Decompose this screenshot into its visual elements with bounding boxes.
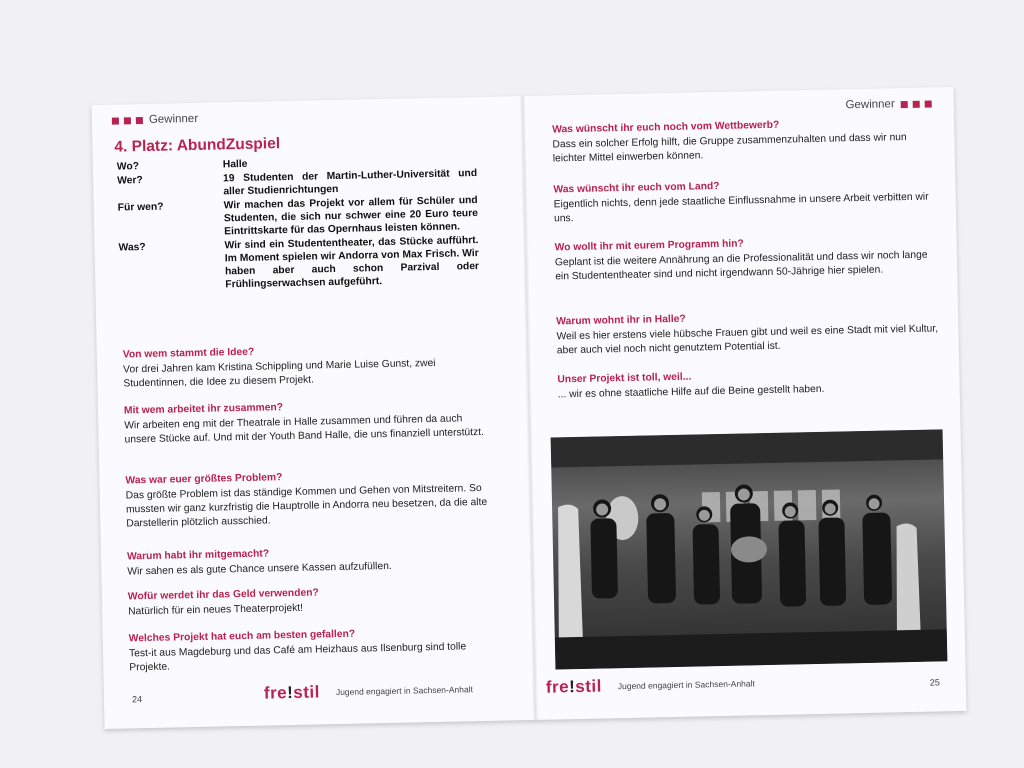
answer: Geplant ist die weitere Annährung an die Professionalität und dass wir noch lange ein Studententheater sind und nicht irgendwann 50-Jährige hier spielen. [554, 249, 928, 283]
question: Mit wem arbeitet ihr zusammen? [123, 402, 284, 417]
page-footer [264, 679, 473, 703]
qa-block [124, 397, 495, 448]
question: Unser Projekt ist toll, weil... [557, 371, 692, 386]
freistil-logo: fre!stil [545, 676, 603, 697]
fact-row [118, 234, 479, 294]
answer: Wir sahen es als gute Chance unsere Kassen aufzufüllen. [127, 560, 392, 578]
qa-block [129, 625, 500, 676]
group-photo [551, 429, 948, 669]
question: Warum wohnt ihr in Halle? [556, 313, 686, 328]
running-head-left [112, 113, 198, 127]
running-head-right [845, 98, 931, 112]
answer: Dass ein solcher Erfolg hilft, die Gruppe zusammenzuhalten und dass wir nun leichter Mittel einwerben können. [552, 132, 907, 165]
question: Was war euer größtes Problem? [125, 472, 283, 487]
qa-block [552, 115, 939, 166]
fact-value: Halle [222, 158, 248, 171]
page-title: 4. Platz: AbundZuspiel [114, 135, 281, 156]
fact-label: Für wen? [117, 201, 164, 214]
left-page [92, 96, 535, 729]
answer: Das größte Problem ist das ständige Kommen und Gehen von Mitstreitern. So mussten wir ganz kurzfristig die Hauptrolle in Andorra neu besetzen, da die alte Darstellerin plötzlich ausschied. [125, 483, 488, 530]
running-head-text: Gewinner [845, 98, 895, 112]
answer: Natürlich für ein neues Theaterprojekt! [128, 602, 304, 618]
fact-label: Wer? [117, 175, 143, 187]
booklet-spread [92, 87, 967, 729]
qa-block [556, 307, 943, 358]
footer-tagline: Jugend engagiert in Sachsen-Anhalt [335, 684, 473, 698]
answer: Weil es hier erstens viele hübsche Frauen gibt und weil es eine Stadt mit viel Kultur, aber auch viel noch nicht genutztem Potential ist. [556, 323, 939, 357]
fact-value: Wir machen das Projekt vor allem für Schüler und Studenten, die sich nur schwer eine 20 Euro teure Eintrittskarte für das Opernhaus leisten können. [223, 195, 479, 238]
fact-label: Wo? [116, 161, 140, 173]
qa-block [555, 233, 942, 284]
question: Was wünscht ihr euch noch vom Wettbewerb? [552, 119, 780, 136]
question: Welches Projekt hat euch am besten gefallen? [128, 628, 356, 645]
question: Warum habt ihr mitgemacht? [126, 548, 270, 563]
group-photo-illustration [551, 429, 948, 669]
question: Wofür werdet ihr das Geld verwenden? [127, 587, 319, 603]
section-marker-squares [112, 117, 143, 125]
answer: Eigentlich nichts, denn jede staatliche Einflussnahme in unsere Arbeit verbitten wir uns. [553, 191, 929, 225]
answer: Wir arbeiten eng mit der Theatrale in Halle zusammen und führen da auch unsere Stücke auf. Und mit der Youth Band Halle, die uns finanziell unterstützt. [124, 413, 485, 446]
question: Wo wollt ihr mit eurem Programm hin? [554, 238, 744, 254]
page-number: 24 [131, 694, 143, 705]
facts-table [117, 153, 480, 295]
question: Was wünscht ihr euch vom Land? [553, 180, 720, 196]
qa-block [128, 583, 499, 620]
qa-block [123, 341, 494, 392]
section-marker-squares [901, 100, 932, 108]
qa-block [553, 175, 940, 226]
question: Von wem stammt die Idee? [122, 346, 255, 361]
answer: Test-it aus Magdeburg und das Café am Heizhaus aus Ilsenburg sind tolle Projekte. [128, 641, 467, 674]
fact-row [118, 194, 479, 241]
page-number: 25 [929, 677, 940, 688]
fact-value: 19 Studenten der Martin-Luther-Universität und aller Studienrichtungen [223, 168, 478, 198]
fact-value: Wir sind ein Studententheater, das Stücke aufführt. Im Moment spielen wir Andorra von Max Frisch. Wir haben aber auch schon Parzival oder Frühlingserwachsen aufgeführt. [224, 235, 480, 291]
qa-block [125, 467, 496, 532]
page-footer [546, 673, 755, 697]
qa-block [557, 365, 944, 402]
footer-tagline: Jugend engagiert in Sachsen-Anhalt [617, 678, 755, 692]
right-page [523, 87, 966, 720]
qa-block [127, 543, 498, 580]
answer: Vor drei Jahren kam Kristina Schippling und Marie Luise Gunst, zwei Studentinnen, die Idee zu diesem Projekt. [122, 357, 436, 390]
fact-label: Was? [118, 241, 146, 254]
answer: ... wir es ohne staatliche Hilfe auf die Beine gestellt haben. [557, 383, 825, 401]
running-head-text: Gewinner [148, 112, 199, 126]
freistil-logo: fre!stil [263, 682, 321, 703]
